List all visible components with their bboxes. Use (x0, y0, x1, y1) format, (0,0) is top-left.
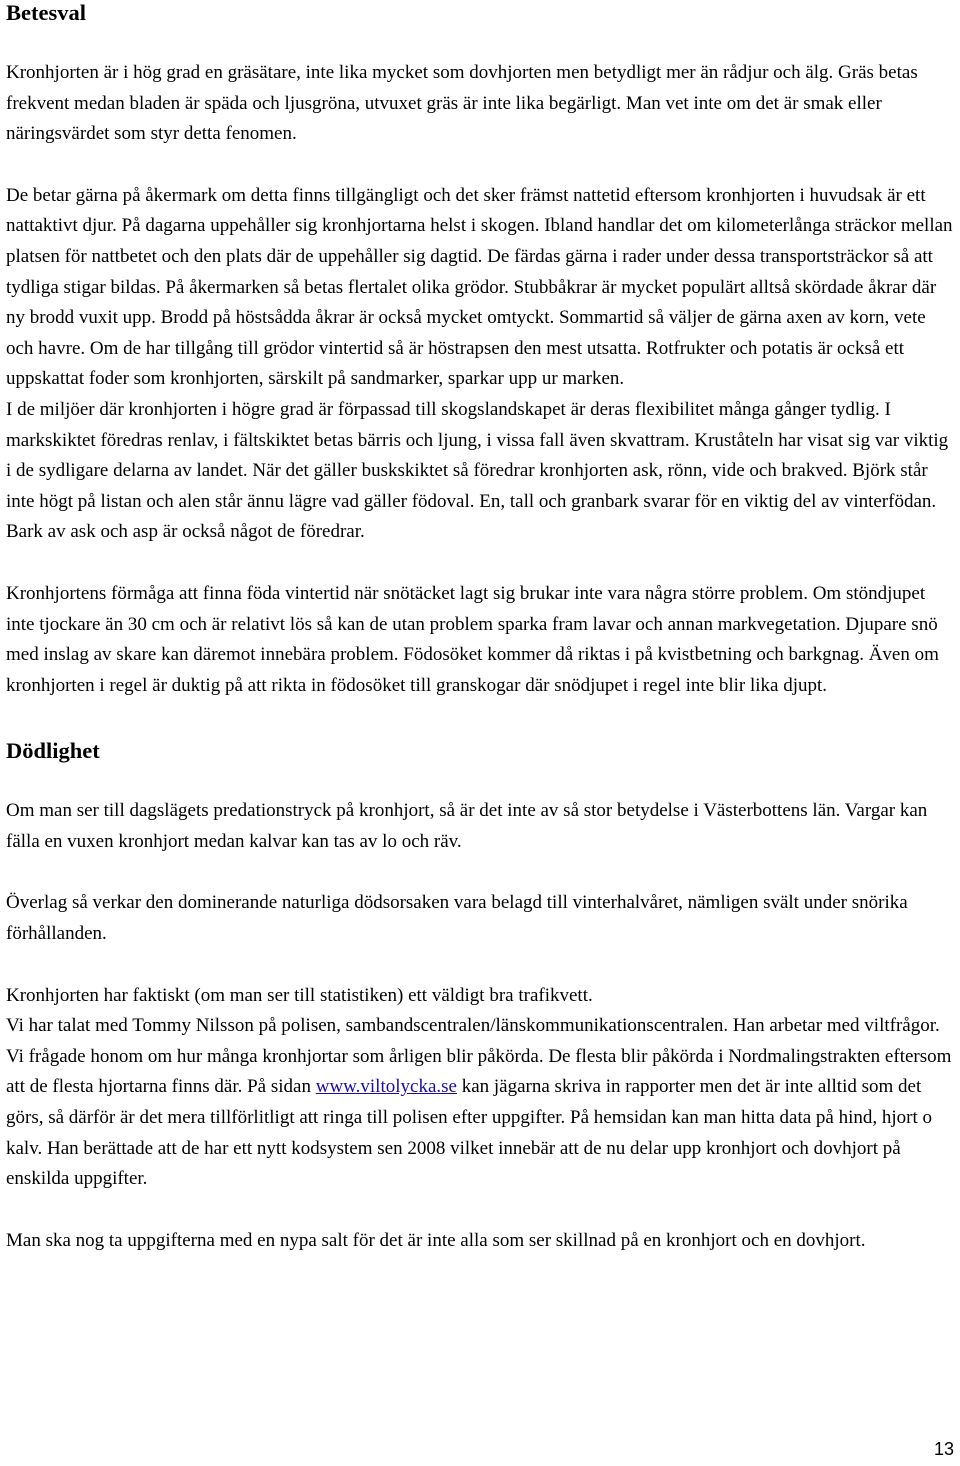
paragraph-dodlighet-3: Kronhjorten har faktiskt (om man ser till statistiken) ett väldigt bra trafikvett. (6, 984, 593, 1006)
paragraph-betesval-2: De betar gärna på åkermark om detta finns tillgängligt och det sker främst nattetid eftersom kronhjorten i huvudsak är ett nattaktivt djur. På dagarna uppehåller sig kronhjortarna helst i skogen. Ibland handlar det om kilometerlånga sträckor mellan platsen för nattbetet och den plats där de uppehåller sig dagtid. De färdas gärna i rader under dessa transportsträckor så att tydliga stigar bildas. På åkermarken så betas flertalet olika grödor. Stubbåkrar är mycket populärt alltså skördade åkrar där ny brodd vuxit upp. Brodd på höstsådda åkrar är också mycket omtyckt. Sommartid så väljer de gärna axen av korn, vete och havre. Om de har tillgång till grödor vintertid så är höstrapsen den mest utsatta. Rotfrukter och potatis är också ett uppskattat foder som kronhjorten, särskilt på sandmarker, sparkar upp ur marken. (6, 184, 953, 390)
paragraph-dodlighet-4-text-before: Vi har talat med Tommy Nilsson på polisen, sambandscentralen/länskommunikationscentralen. Han arbetar med viltfrågor. Vi frågade honom om hur många kronhjortar som årligen blir påkörda. De flesta blir påkörda i Nordmalingstrakten eftersom att de flesta hjortarna finns där. På sidan (6, 1015, 952, 1098)
viltolycka-link[interactable]: www.viltolycka.se (315, 1076, 457, 1098)
paragraph-dodlighet-4 (6, 1011, 956, 1195)
paragraph-betesval-4: Kronhjortens förmåga att finna föda vintertid när snötäcket lagt sig brukar inte vara några större problem. Om stöndjupet inte tjockare än 30 cm och är relativt lös så kan de utan problem sparka fram lavar och annan markvegetation. Djupare snö med inslag av skare kan däremot innebära problem. Födosöket kommer då riktas i på kvistbetning och barkgnag. Även om kronhjorten i regel är duktig på att rikta in födosöket till granskogar där snödjupet i regel inte blir lika djupt. (6, 582, 939, 696)
heading-dodlighet: Dödlighet (6, 738, 100, 764)
page-number: 13 (933, 1439, 954, 1459)
paragraph-betesval-1: Kronhjorten är i hög grad en gräsätare, inte lika mycket som dovhjorten men betydligt mer än rådjur och älg. Gräs betas frekvent medan bladen är späda och ljusgröna, utvuxet gräs är inte lika begärligt. Man vet inte om det är smak eller näringsvärdet som styr detta fenomen. (6, 62, 918, 145)
paragraph-betesval-3: I de miljöer där kronhjorten i högre grad är förpassad till skogslandskapet är deras flexibilitet många gånger tydlig. I markskiktet föredras renlav, i fältskiktet betas bärris och ljung, i vissa fall även skvattram. Kruståteln har visat sig var viktig i de sydligare delarna av landet. När det gäller buskskiktet så föredrar kronhjorten ask, rönn, vide och brakved. Björk står inte högt på listan och alen står ännu lägre vad gäller födoval. En, tall och granbark svarar för en viktig del av vinterfödan. Bark av ask och asp är också något de föredrar. (6, 398, 949, 543)
paragraph-dodlighet-5: Man ska nog ta uppgifterna med en nypa salt för det är inte alla som ser skillnad på en kronhjort och en dovhjort. (6, 1229, 866, 1251)
heading-betesval: Betesval (6, 0, 86, 25)
paragraph-dodlighet-4-text-after: kan jägarna skriva in rapporter men det är inte alltid som det görs, så därför är det mera tillförlitligt att ringa till polisen efter uppgifter. På hemsidan kan man hitta data på hind, hjort o kalv. Han berättade att de har ett nytt kodsystem sen 2008 vilket innebär att de nu delar upp kronhjort och dovhjort på enskilda uppgifter. (6, 1076, 932, 1190)
document-body (6, 0, 956, 1256)
paragraph-dodlighet-2: Överlag så verkar den dominerande naturliga dödsorsaken vara belagd till vinterhalvåret, nämligen svält under snörika förhållanden. (6, 892, 908, 945)
paragraph-dodlighet-1: Om man ser till dagslägets predationstryck på kronhjort, så är det inte av så stor betydelse i Västerbottens län. Vargar kan fälla en vuxen kronhjort medan kalvar kan tas av lo och räv. (6, 800, 928, 852)
